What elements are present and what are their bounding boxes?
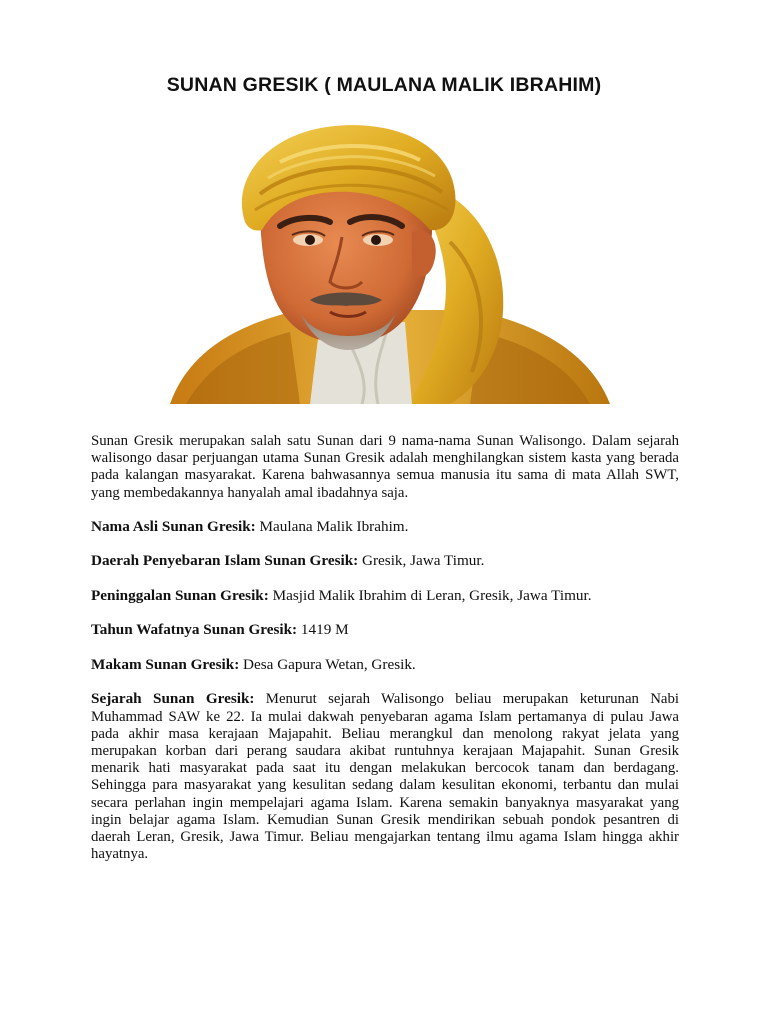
history-paragraph: [91, 690, 679, 863]
portrait-illustration: [150, 122, 620, 404]
fact-label: Tahun Wafatnya Sunan Gresik:: [91, 621, 298, 639]
fact-label: Nama Asli Sunan Gresik:: [91, 517, 256, 535]
fact-tomb: [91, 656, 679, 674]
intro-paragraph: Sunan Gresik merupakan salah satu Sunan dari 9 nama-nama Sunan Walisongo. Dalam sejarah walisongo dasar perjuangan utama Sunan Gresik adalah menghilangkan sistem kasta yang berada pada kalangan masyarakat. Karena bahwasannya semua manusia itu sama di mata Allah SWT, yang membedakannya hanyalah amal ibadahnya saja.: [91, 433, 679, 501]
fact-value: 1419 M: [297, 621, 349, 639]
fact-region: [91, 552, 679, 570]
history-label: Sejarah Sunan Gresik:: [91, 690, 255, 708]
history-text: Menurut sejarah Walisongo beliau merupakan keturunan Nabi Muhammad SAW ke 22. Ia mulai dakwah penyebaran agama Islam pertamanya di pulau Jawa pada akhir masa kerajaan Majapahit. Beliau merangkul dan menolong rakyat jelata yang merupakan korban dari perang saudara akibat runtuhnya kerajaan Majapahit. Sunan Gresik menarik hati masyarakat pada saat itu dengan melakukan bercocok tanam dan berdagang. Sehingga para masyarakat yang kesulitan sedang dalam kesulitan ekonomi, terbantu dan mulai secara perlahan ingin mempelajari agama Islam. Karena semakin banyaknya masyarakat yang ingin belajar agama Islam. Kemudian Sunan Gresik mendirikan sebuah pondok pesantren di daerah Leran, Gresik, Jawa Timur. Beliau mengajarkan tentang ilmu agama Islam hingga akhir hayatnya.: [91, 691, 679, 863]
fact-death-year: [91, 621, 679, 639]
fact-value: Gresik, Jawa Timur.: [358, 552, 485, 570]
fact-label: Daerah Penyebaran Islam Sunan Gresik:: [91, 552, 359, 570]
fact-label: Peninggalan Sunan Gresik:: [91, 586, 269, 604]
fact-value: Desa Gapura Wetan, Gresik.: [239, 655, 416, 673]
fact-label: Makam Sunan Gresik:: [91, 655, 240, 673]
fact-heritage: [91, 587, 679, 605]
fact-value: Maulana Malik Ibrahim.: [255, 517, 409, 535]
fact-value: Masjid Malik Ibrahim di Leran, Gresik, Jawa Timur.: [268, 586, 592, 604]
page-title: SUNAN GRESIK ( MAULANA MALIK IBRAHIM): [166, 74, 602, 96]
fact-original-name: [91, 518, 679, 536]
document-body: [91, 433, 679, 863]
